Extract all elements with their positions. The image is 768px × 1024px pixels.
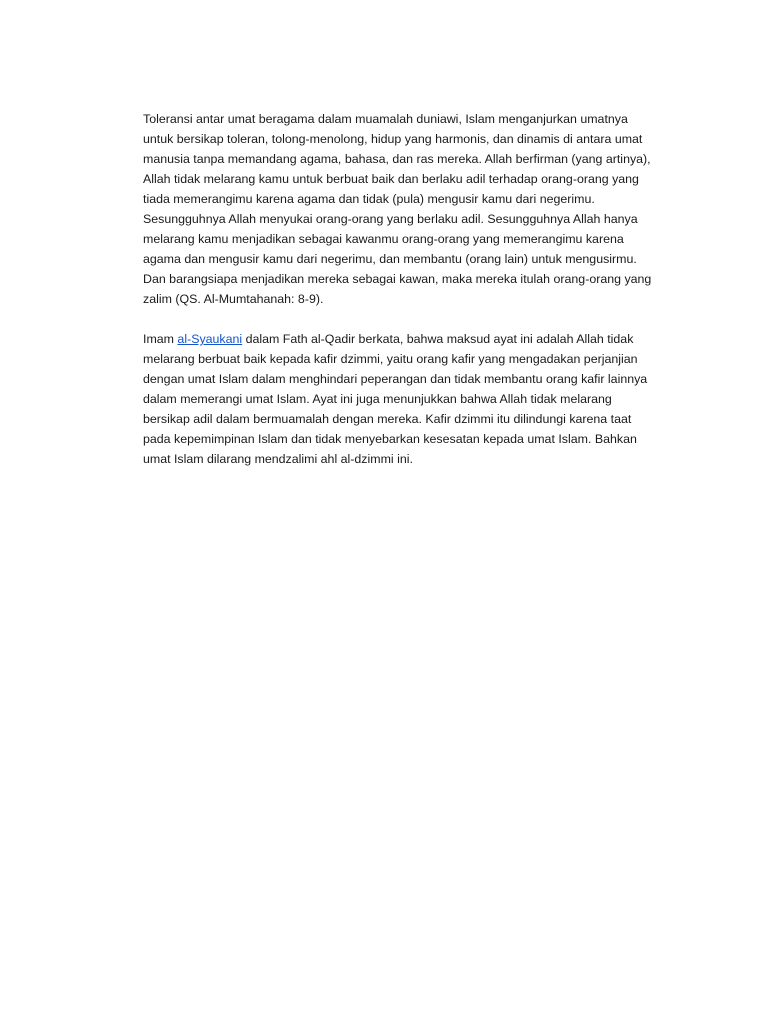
text-line: Dan barangsiapa menjadikan mereka sebagai kawan, maka mereka itulah orang-orang yang (143, 272, 652, 286)
text-line: zalim (QS. Al-Mumtahanah: 8-9). (143, 292, 324, 306)
text-segment: Imam (143, 332, 178, 346)
text-line: Toleransi antar umat beragama dalam muamalah duniawi, Islam menganjurkan umatnya (143, 112, 628, 126)
text-line: tiada memerangimu karena agama dan tidak (pula) mengusir kamu dari negerimu. (143, 192, 595, 206)
text-line: untuk bersikap toleran, tolong-menolong, hidup yang harmonis, dan dinamis di antara umat (143, 132, 643, 146)
text-line: melarang berbuat baik kepada kafir dzimmi, yaitu orang kafir yang mengadakan perjanjian (143, 352, 638, 366)
text-segment: dalam Fath al-Qadir berkata, bahwa maksud ayat ini adalah Allah tidak (242, 332, 634, 346)
text-line: Allah tidak melarang kamu untuk berbuat baik dan berlaku adil terhadap orang-orang yang (143, 172, 639, 186)
text-line: umat Islam dilarang mendzalimi ahl al-dzimmi ini. (143, 452, 413, 466)
text-line: dalam memerangi umat Islam. Ayat ini juga menunjukkan bahwa Allah tidak melarang (143, 392, 612, 406)
text-line-with-link (143, 329, 665, 349)
text-line: agama dan mengusir kamu dari negerimu, dan membantu (orang lain) untuk mengusirmu. (143, 252, 637, 266)
text-line: melarang kamu menjadikan sebagai kawanmu orang-orang yang memerangimu karena (143, 232, 624, 246)
paragraph-tolerance (143, 109, 665, 309)
text-line: manusia tanpa memandang agama, bahasa, dan ras mereka. Allah berfirman (yang artinya), (143, 152, 651, 166)
al-syaukani-link[interactable]: al-Syaukani (177, 332, 243, 346)
text-line: pada kepemimpinan Islam dan tidak menyebarkan kesesatan kepada umat Islam. Bahkan (143, 432, 637, 446)
text-line: Sesungguhnya Allah menyukai orang-orang yang berlaku adil. Sesungguhnya Allah hanya (143, 212, 638, 226)
document-body (143, 109, 665, 489)
text-line: dengan umat Islam dalam menghindari peperangan dan tidak membantu orang kafir lainnya (143, 372, 648, 386)
text-line: bersikap adil dalam bermuamalah dengan mereka. Kafir dzimmi itu dilindungi karena taat (143, 412, 632, 426)
paragraph-syaukani (143, 329, 665, 469)
